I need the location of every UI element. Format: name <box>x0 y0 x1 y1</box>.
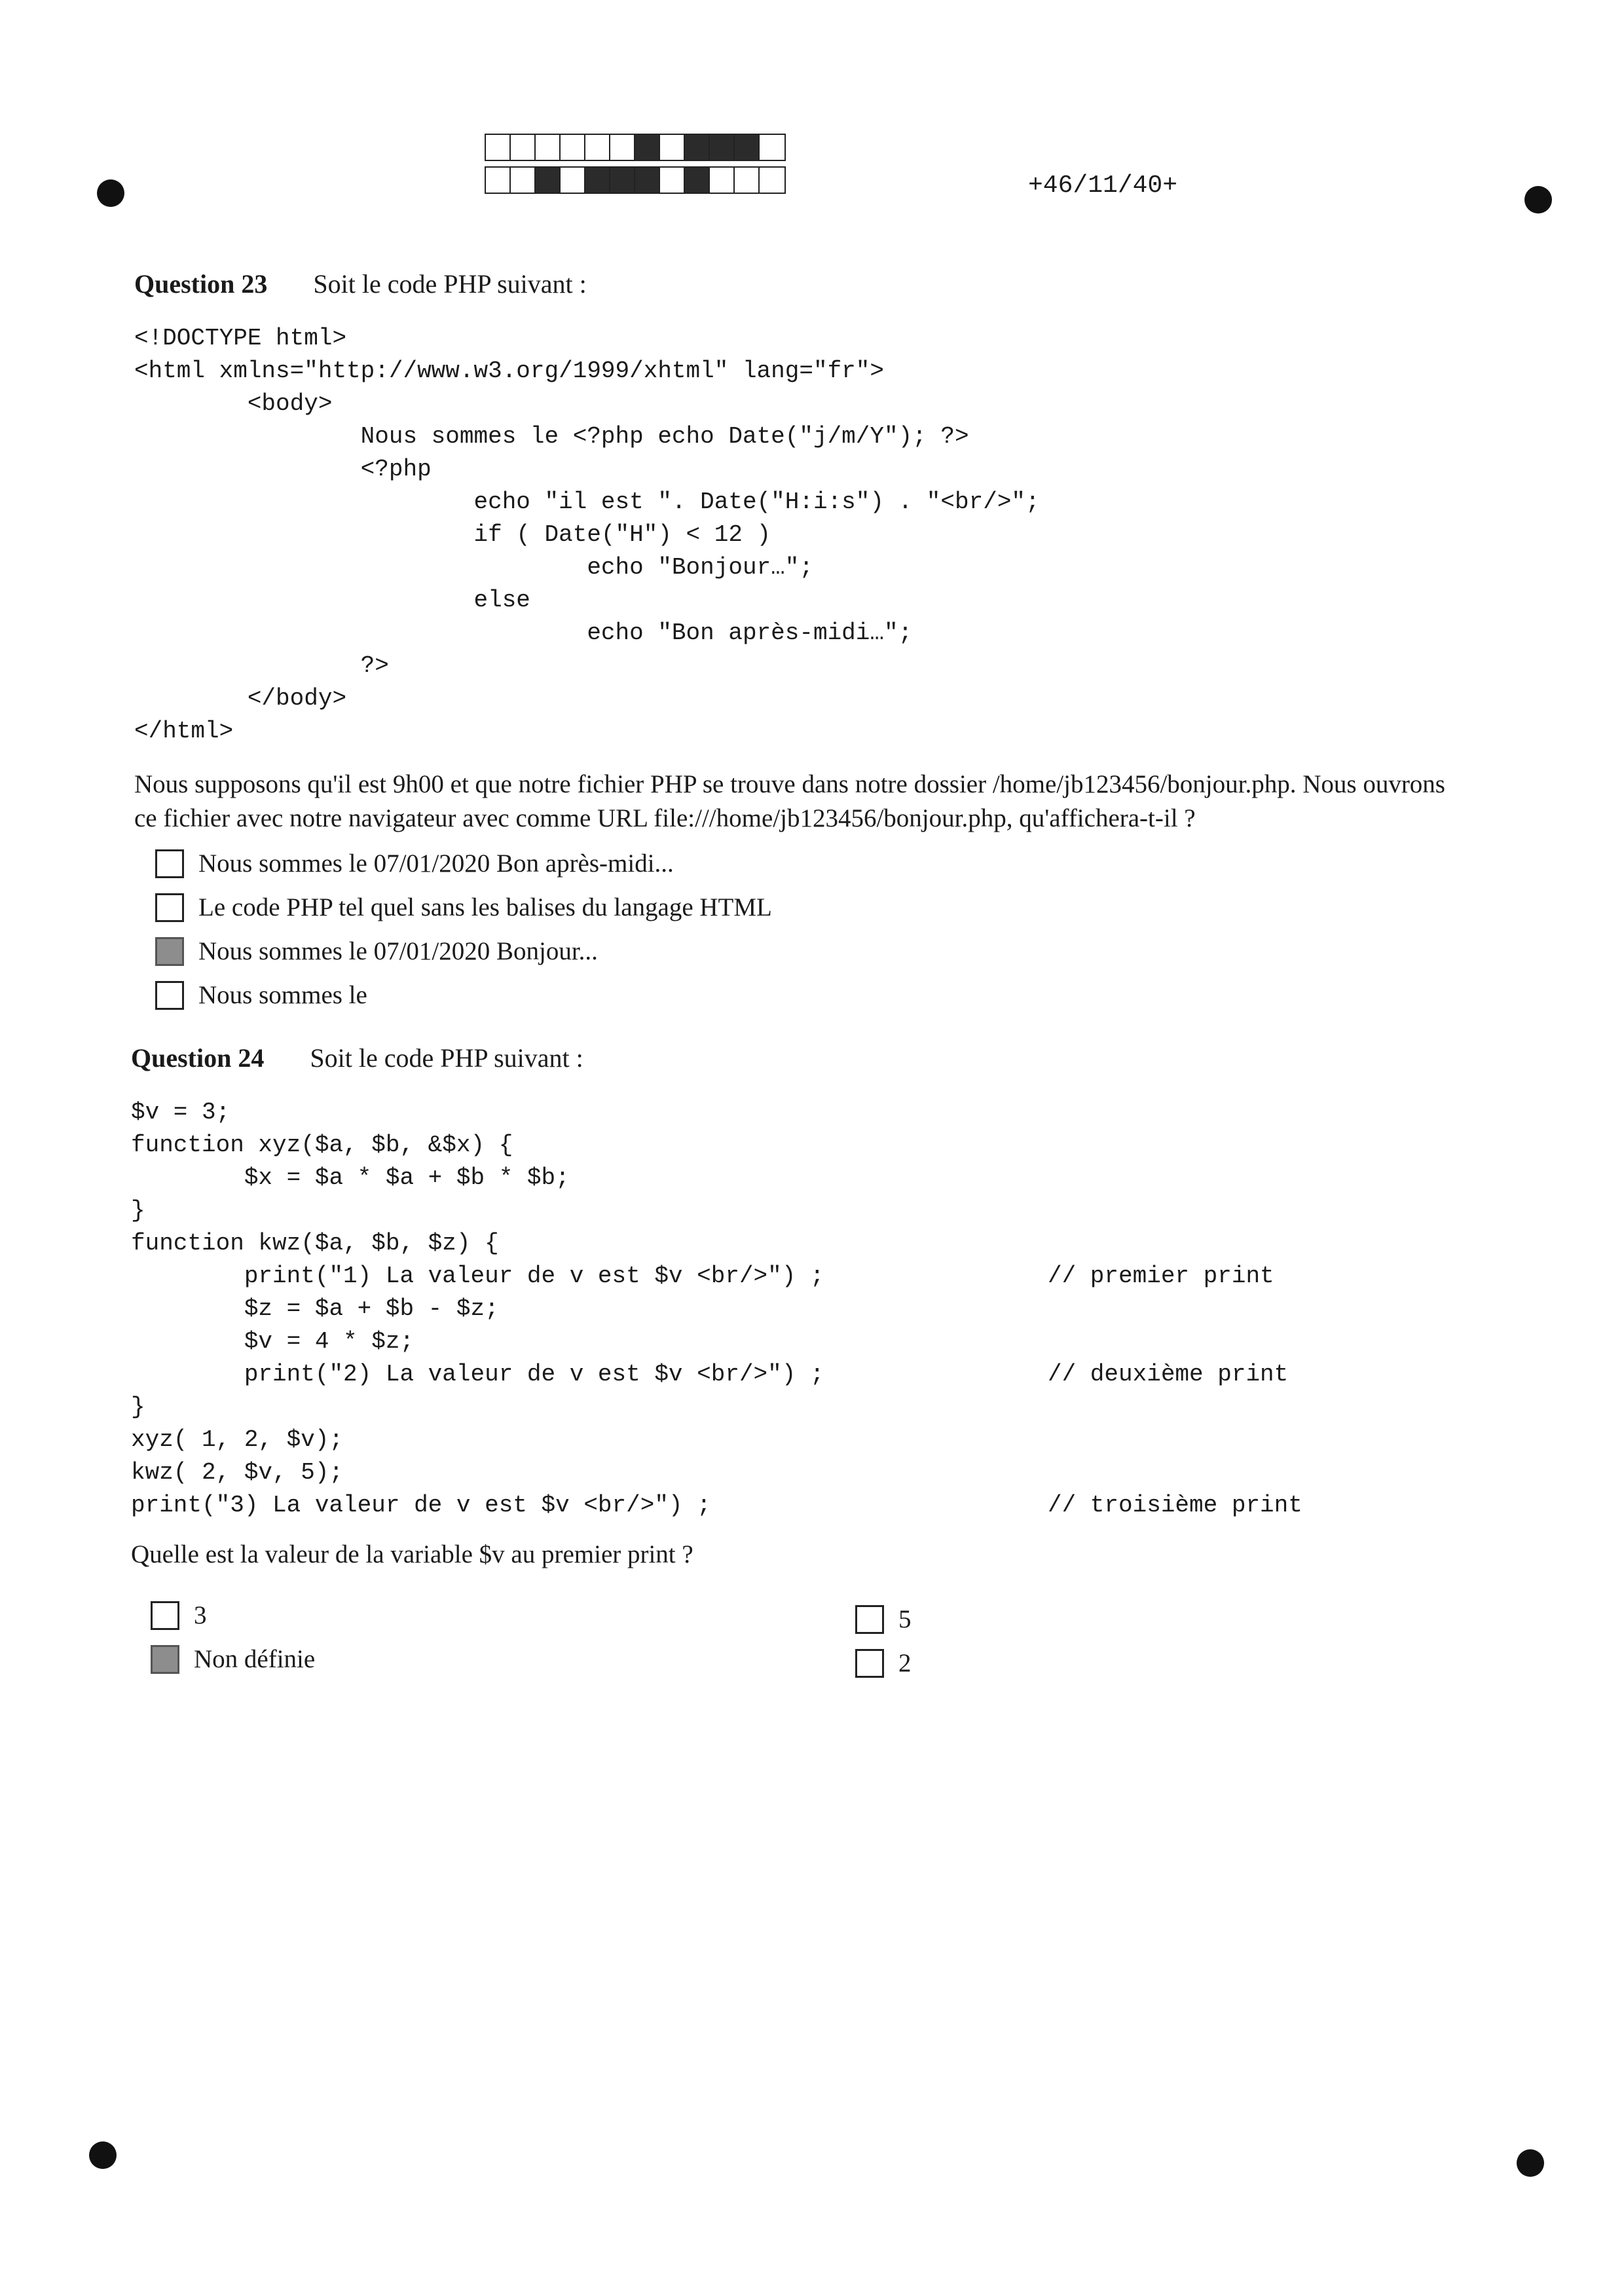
code-line: print("2) La valeur de v est $v <br/>") ; <box>131 1361 824 1388</box>
registration-dot-bottom-right <box>1517 2149 1544 2177</box>
checkbox[interactable] <box>855 1649 884 1678</box>
code-line: else <box>134 587 530 614</box>
question-text-line: Nous supposons qu'il est 9h00 et que notre fichier PHP se trouve dans notre dossier /home/jb123456/bonjour.php. Nous ouvrons <box>134 770 1445 798</box>
code-line: Nous sommes le <?php echo Date("j/m/Y"); ?> <box>134 423 969 450</box>
code-line: $v = 3; <box>131 1099 231 1126</box>
code-line: function xyz($a, $b, &$x) { <box>131 1132 513 1158</box>
barcode-cell <box>710 168 735 193</box>
barcode-cell <box>486 135 511 160</box>
checkbox[interactable] <box>855 1605 884 1634</box>
barcode-cell <box>735 135 760 160</box>
barcode-row-2 <box>485 166 786 194</box>
question-number: Question 23 <box>134 269 268 299</box>
barcode-cell <box>660 168 685 193</box>
barcode-cell <box>735 168 760 193</box>
code-line: echo "Bon après-midi…"; <box>134 620 913 646</box>
code-comment-2: // deuxième print <box>1048 1361 1289 1388</box>
code-comment-3: // troisième print <box>1048 1492 1302 1519</box>
barcode-cell <box>561 135 585 160</box>
code-line: if ( Date("H") < 12 ) <box>134 521 771 548</box>
q24-option-3[interactable] <box>855 1604 912 1634</box>
barcode-cell <box>610 168 635 193</box>
question-intro: Soit le code PHP suivant : <box>310 1043 583 1073</box>
checkbox[interactable] <box>155 893 184 922</box>
q23-option-3[interactable] <box>155 936 598 966</box>
code-line: kwz( 2, $v, 5); <box>131 1459 344 1486</box>
page-id: +46/11/40+ <box>1028 172 1178 200</box>
code-line: <body> <box>134 390 333 417</box>
barcode-cell <box>635 168 660 193</box>
code-line: echo "il est ". Date("H:i:s") . "<br/>"; <box>134 489 1040 515</box>
barcode-cell <box>760 135 784 160</box>
question-23-title <box>134 268 587 299</box>
barcode-cell <box>536 135 561 160</box>
barcode-cell <box>710 135 735 160</box>
barcode-cell <box>486 168 511 193</box>
code-line: <?php <box>134 456 432 483</box>
barcode-cell <box>585 168 610 193</box>
option-label: Nous sommes le 07/01/2020 Bonjour... <box>198 937 598 965</box>
barcode-cell <box>685 135 710 160</box>
barcode-cell <box>610 135 635 160</box>
code-line: </body> <box>134 685 347 712</box>
barcode-cell <box>511 168 536 193</box>
code-line: function kwz($a, $b, $z) { <box>131 1230 499 1257</box>
barcode-cell <box>511 135 536 160</box>
checkbox[interactable] <box>155 981 184 1010</box>
checkbox[interactable] <box>151 1601 179 1630</box>
question-text-line: ce fichier avec notre navigateur avec comme URL file:///home/jb123456/bonjour.php, qu'affichera-t-il ? <box>134 804 1196 832</box>
question-24-title <box>131 1043 583 1073</box>
code-comment-1: // premier print <box>1048 1263 1274 1289</box>
registration-dot-bottom-left <box>89 2141 117 2169</box>
option-label: Le code PHP tel quel sans les balises du langage HTML <box>198 893 772 921</box>
q23-option-4[interactable] <box>155 980 367 1010</box>
option-label: 5 <box>898 1605 912 1633</box>
option-label: Nous sommes le 07/01/2020 Bon après-midi... <box>198 849 674 878</box>
barcode-cell <box>635 135 660 160</box>
code-line: <!DOCTYPE html> <box>134 325 347 352</box>
code-line: print("3) La valeur de v est $v <br/>") ; <box>131 1492 711 1519</box>
code-line: ?> <box>134 652 389 679</box>
q24-option-2[interactable] <box>151 1644 315 1674</box>
code-line: } <box>131 1394 145 1420</box>
barcode-cell <box>685 168 710 193</box>
code-line: $x = $a * $a + $b * $b; <box>131 1164 570 1191</box>
q23-option-2[interactable] <box>155 893 772 922</box>
checkbox-checked[interactable] <box>151 1645 179 1674</box>
barcode-cell <box>585 135 610 160</box>
barcode-cell <box>536 168 561 193</box>
checkbox-checked[interactable] <box>155 937 184 966</box>
barcode-cell <box>760 168 784 193</box>
question-24-text: Quelle est la valeur de la variable $v au premier print ? <box>131 1540 693 1568</box>
question-number: Question 24 <box>131 1043 265 1073</box>
question-intro: Soit le code PHP suivant : <box>313 269 587 299</box>
option-label: 2 <box>898 1649 912 1677</box>
q24-option-1[interactable] <box>151 1601 207 1630</box>
code-line: $v = 4 * $z; <box>131 1328 415 1355</box>
registration-dot-top-right <box>1524 186 1552 213</box>
barcode-cell <box>561 168 585 193</box>
code-block-q24 <box>131 1096 824 1522</box>
option-label: Nous sommes le <box>198 981 367 1009</box>
question-23-text <box>134 768 1542 836</box>
code-line: <html xmlns="http://www.w3.org/1999/xhtml" lang="fr"> <box>134 358 884 384</box>
code-line: xyz( 1, 2, $v); <box>131 1426 344 1453</box>
code-line: } <box>131 1197 145 1224</box>
option-label: 3 <box>194 1601 207 1629</box>
code-line: </html> <box>134 718 234 745</box>
barcode-cell <box>660 135 685 160</box>
option-label: Non définie <box>194 1645 316 1673</box>
checkbox[interactable] <box>155 849 184 878</box>
q24-option-4[interactable] <box>855 1648 912 1678</box>
code-line: print("1) La valeur de v est $v <br/>") ; <box>131 1263 824 1289</box>
code-line: $z = $a + $b - $z; <box>131 1295 499 1322</box>
q23-option-1[interactable] <box>155 849 674 878</box>
code-line: echo "Bonjour…"; <box>134 554 813 581</box>
code-block-q23 <box>134 322 1040 748</box>
barcode-row-1 <box>485 134 786 161</box>
registration-dot-top-left <box>97 179 124 207</box>
